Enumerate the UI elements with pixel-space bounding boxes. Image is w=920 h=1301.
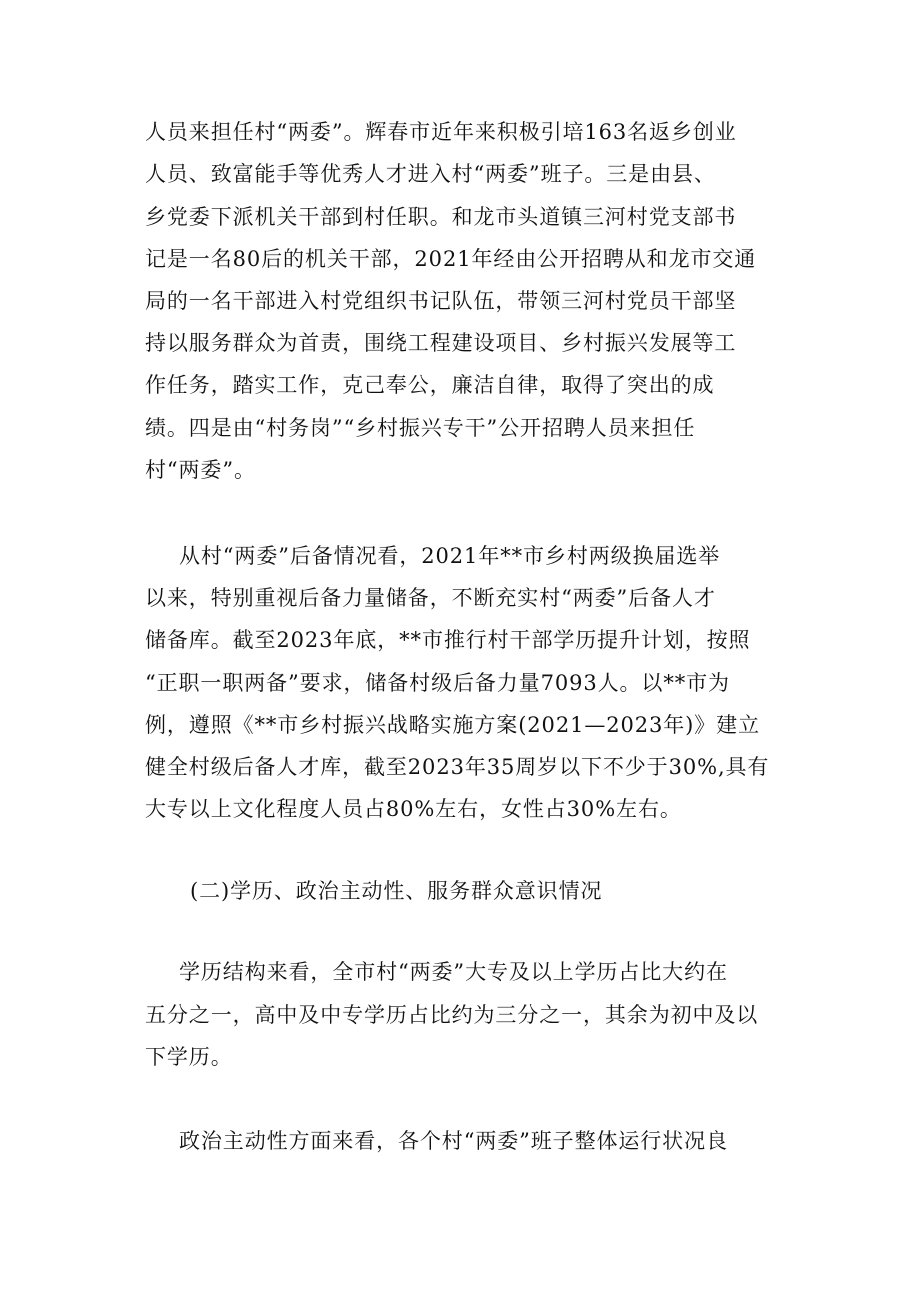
paragraph-line: 健全村级后备人才库，截至2023年35周岁以下不少于30%,具有 (145, 755, 770, 779)
paragraph-line: 以来，特别重视后备力量储备，不断充实村“两委”后备人才 (145, 586, 716, 610)
paragraph-line: 例，遵照《**市乡村振兴战略实施方案(2021—2023年)》建立 (145, 713, 760, 737)
paragraph-line: 五分之一，高中及中专学历占比约为三分之一，其余为初中及以 (145, 1003, 759, 1027)
paragraph-line: “正职一职两备”要求，储备村级后备力量7093人。以**市为 (145, 671, 730, 695)
paragraph-line: 下学历。 (145, 1045, 233, 1069)
paragraph-line: 记是一名80后的机关干部，2021年经由公开招聘从和龙市交通 (145, 247, 757, 271)
section-heading: (二)学历、政治主动性、服务群众意识情况 (190, 879, 603, 903)
paragraph-line: 人员来担任村“两委”。辉春市近年来积极引培163名返乡创业 (145, 120, 737, 144)
paragraph-line: 储备库。截至2023年底，**市推行村干部学历提升计划，按照 (145, 628, 751, 652)
paragraph-line: 局的一名干部进入村党组织书记队伍，带领三河村党员干部坚 (145, 289, 737, 313)
paragraph-line: 学历结构来看，全市村“两委”大专及以上学历占比大约在 (179, 960, 728, 984)
paragraph-line: 从村“两委”后备情况看，2021年**市乡村两级换届选举 (179, 544, 721, 568)
paragraph-line: 政治主动性方面来看，各个村“两委”班子整体运行状况良 (179, 1129, 728, 1153)
paragraph-line: 绩。四是由“村务岗”“乡村振兴专干”公开招聘人员来担任 (145, 416, 696, 440)
paragraph-line: 村“两委”。 (145, 458, 256, 482)
paragraph-line: 持以服务群众为首责，围绕工程建设项目、乡村振兴发展等工 (145, 331, 737, 355)
paragraph-line: 大专以上文化程度人员占80%左右，女性占30%左右。 (145, 797, 682, 821)
paragraph-line: 乡党委下派机关干部到村任职。和龙市头道镇三河村党支部书 (145, 205, 737, 229)
paragraph-line: 人员、致富能手等优秀人才进入村“两委”班子。三是由县、 (145, 162, 716, 186)
paragraph-line: 作任务，踏实工作，克己奉公，廉洁自律，取得了突出的成 (145, 373, 715, 397)
